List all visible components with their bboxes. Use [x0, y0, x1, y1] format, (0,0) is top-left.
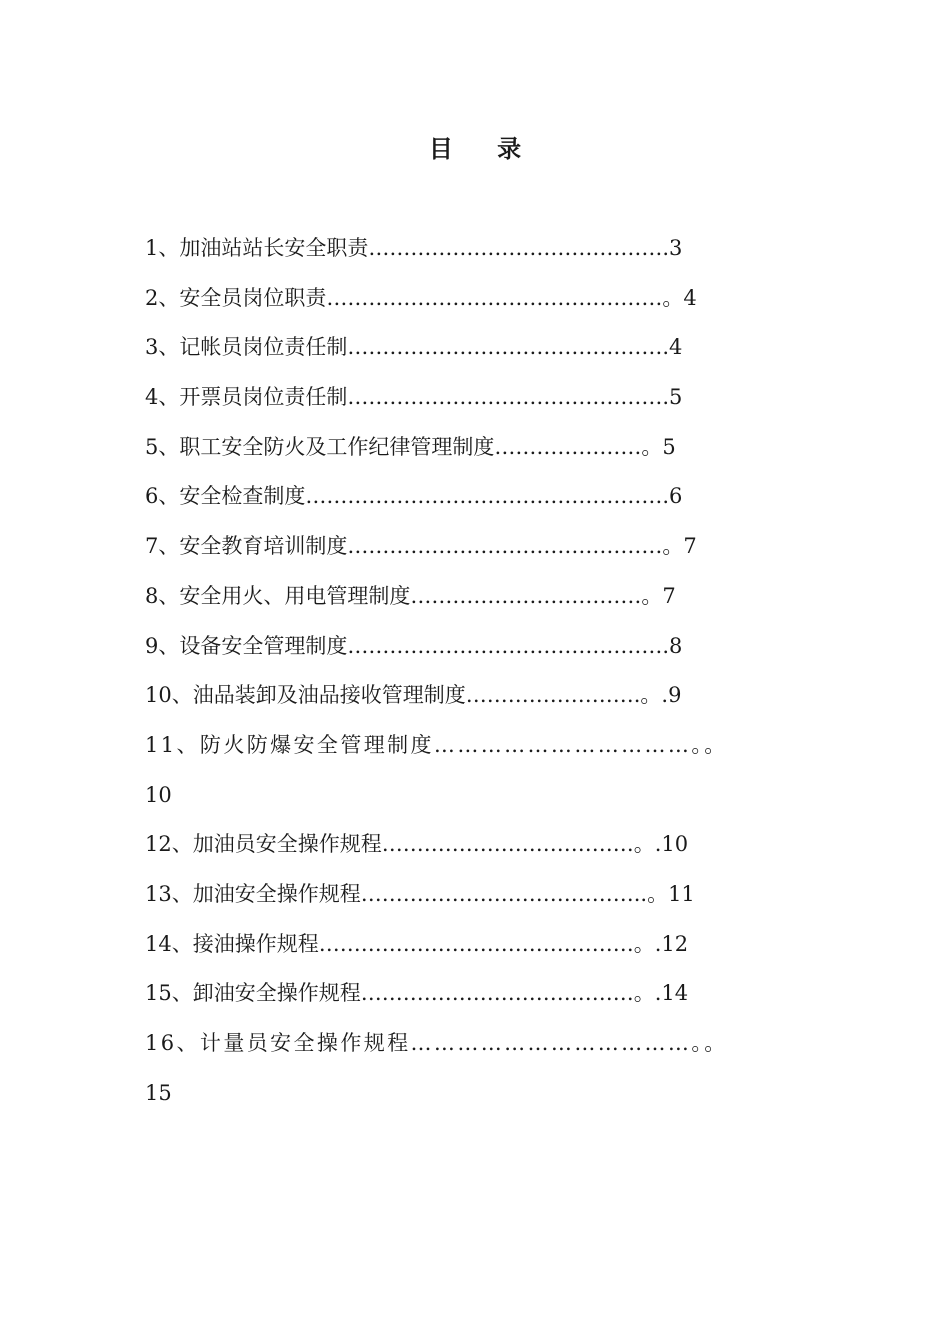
toc-entry-9: 9、设备安全管理制度……………………………………….8 [145, 633, 683, 658]
toc-entry-2: 2、安全员岗位职责…………………………………………。4 [145, 285, 697, 310]
toc-entry-15: 15、卸油安全操作规程…………………………………。.14 [145, 981, 689, 1006]
toc-entry-10: 10、油品装卸及油品接收管理制度…………………….。.9 [145, 683, 682, 708]
toc-entry-1: 1、加油站站长安全职责…………………………………….3 [145, 236, 683, 260]
toc-entry-14: 14、接油操作规程………………………………………。.12 [145, 931, 689, 956]
toc-entry-13: 13、加油安全操作规程…………………………………..。11 [145, 881, 695, 906]
toc-entry-12: 12、加油员安全操作规程………………………………。.10 [145, 832, 689, 857]
toc-entry-8: 8、安全用火、用电管理制度……………………………。7 [145, 583, 676, 608]
toc-entry-16: 16、计量员安全操作规程………………………………。。 [145, 1031, 728, 1055]
toc-entry-11-page: 10 [145, 782, 172, 807]
toc-entry-5: 5、职工安全防火及工作纪律管理制度…………………。5 [145, 434, 676, 459]
toc-entry-3: 3、记帐员岗位责任制……………………………………….4 [145, 335, 683, 360]
toc-entry-6: 6、安全检查制度…………………………………………….6 [145, 484, 683, 509]
toc-entry-4: 4、开票员岗位责任制……………………………………….5 [145, 385, 683, 410]
toc-entry-7: 7、安全教育培训制度………………………………………。7 [145, 534, 697, 559]
toc-entry-16-page: 15 [145, 1080, 172, 1105]
toc-title: 目 录 [428, 134, 540, 163]
table-of-contents [145, 230, 835, 1124]
toc-entry-11: 11、防火防爆安全管理制度……………………………。。 [145, 732, 728, 757]
